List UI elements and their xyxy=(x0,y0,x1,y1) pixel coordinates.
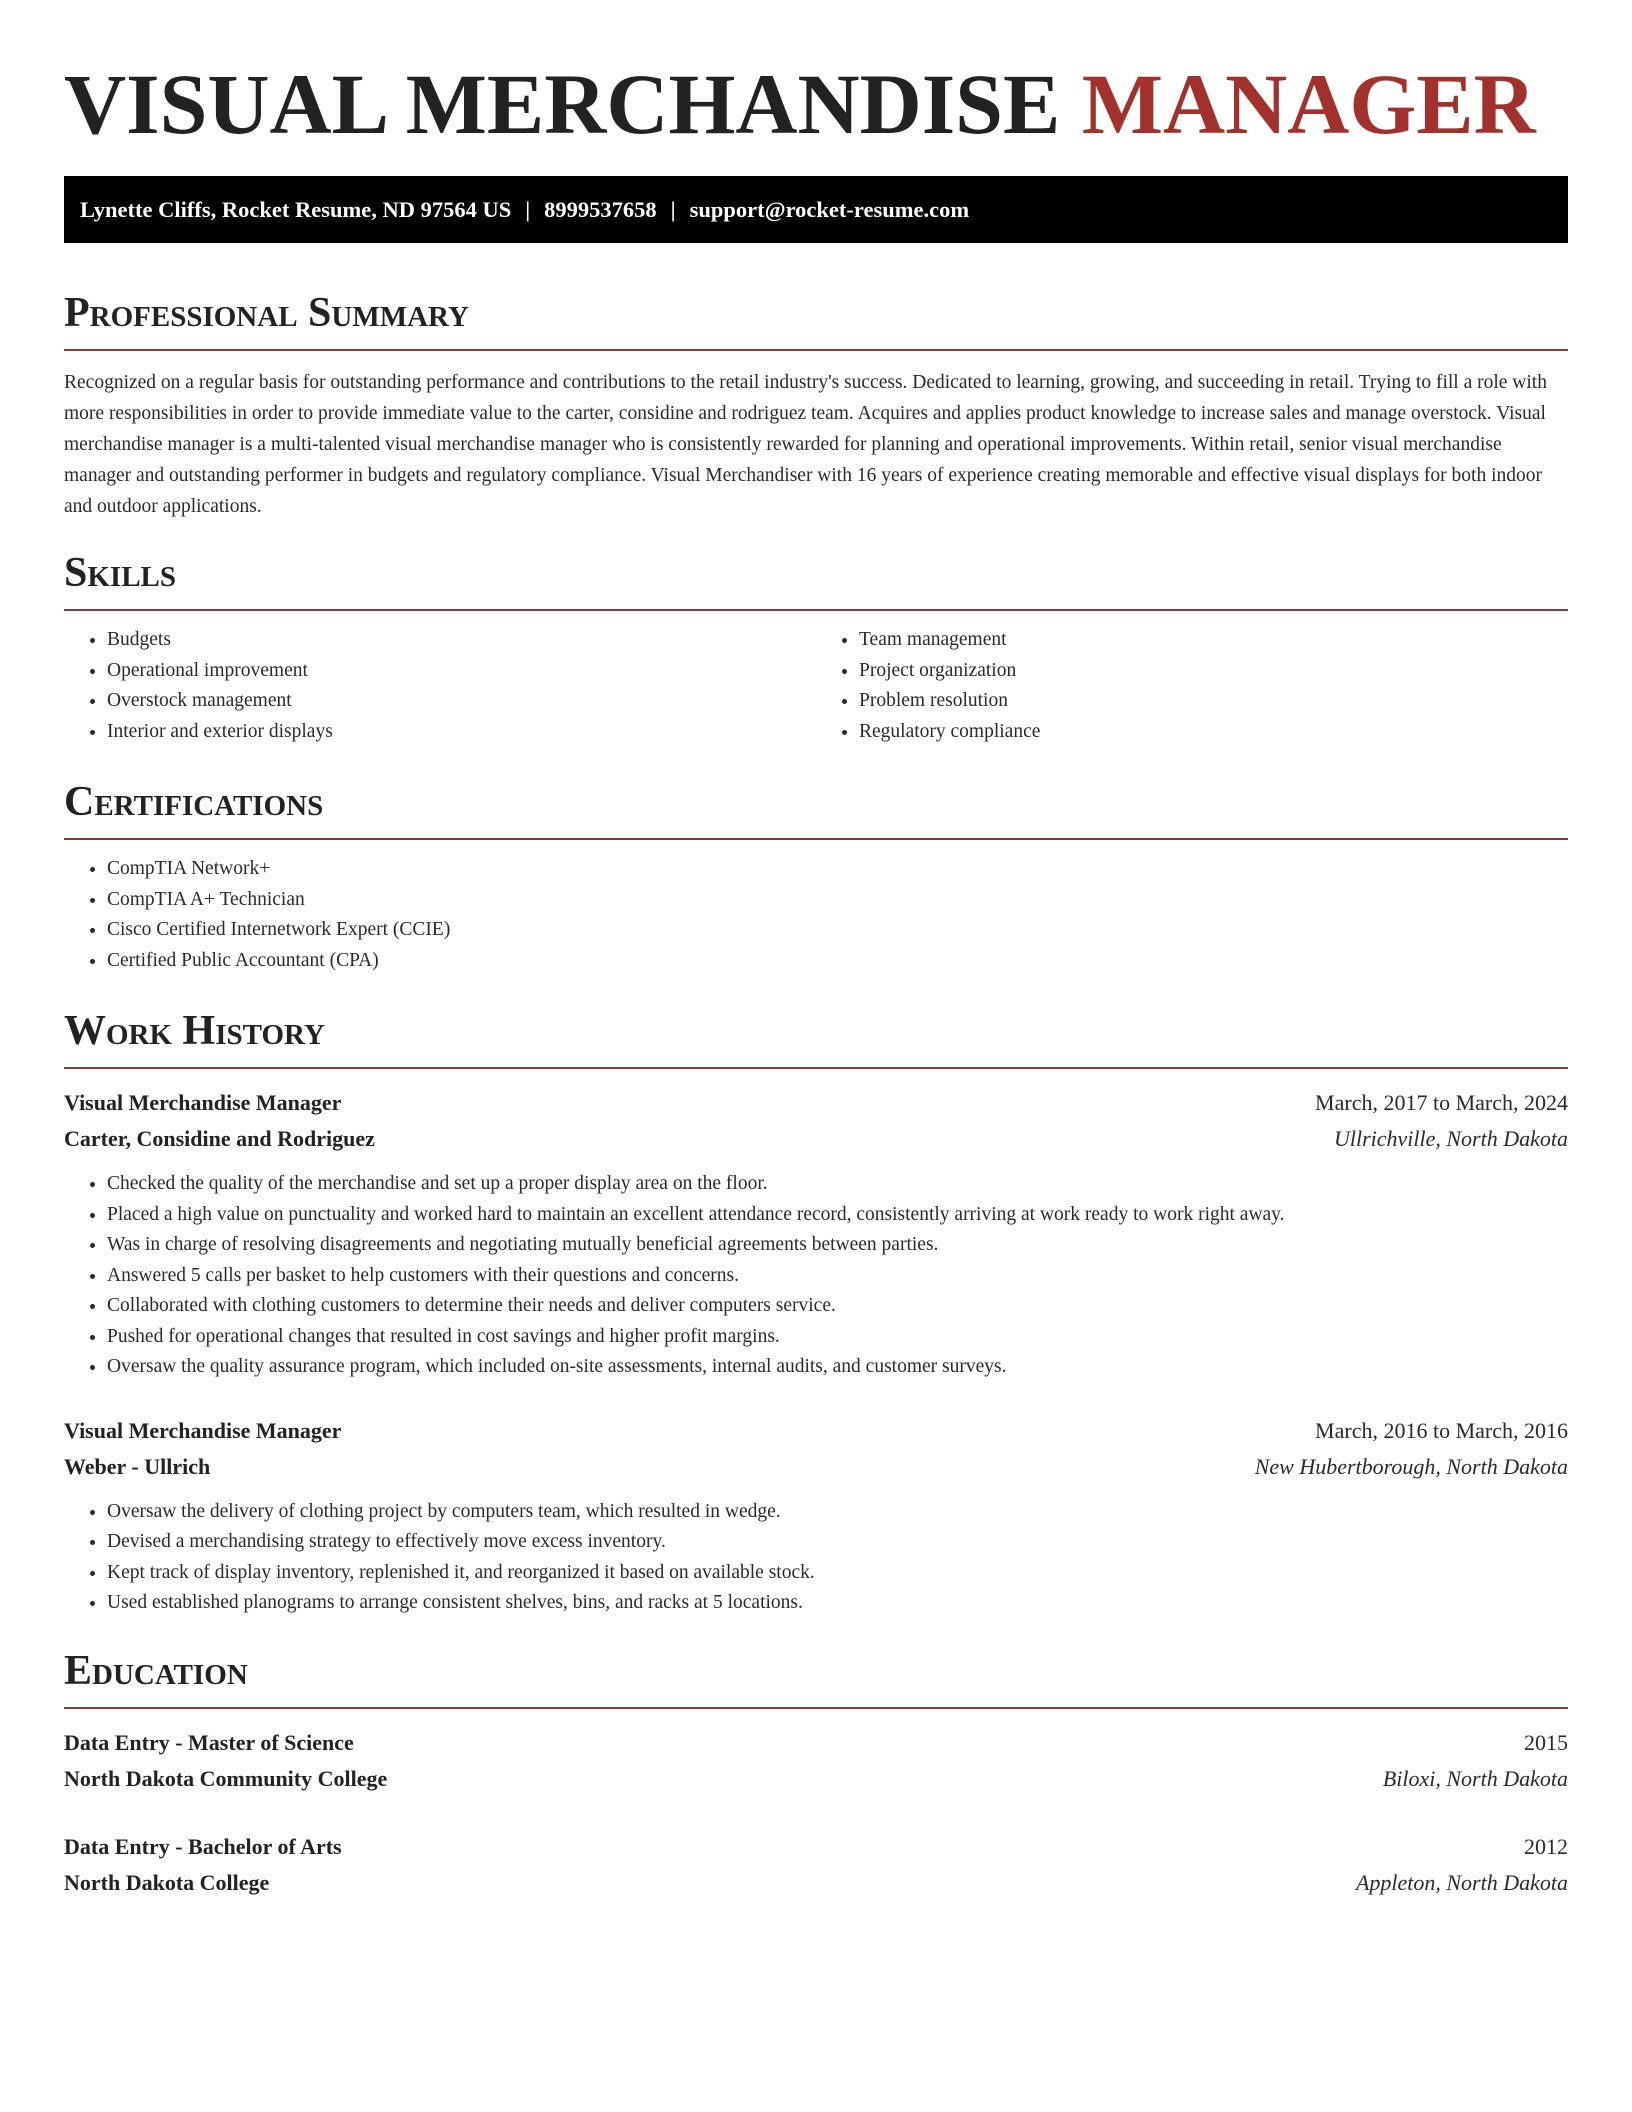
certification-item: • Certified Public Accountant (CPA) xyxy=(107,946,1568,977)
job-header-row xyxy=(64,1085,1568,1121)
job-entry xyxy=(64,1413,1568,1619)
education-school-row xyxy=(64,1761,1568,1797)
contact-phone: 8999537658 xyxy=(544,196,657,222)
contact-address: Lynette Cliffs, Rocket Resume, ND 97564 US xyxy=(80,196,512,222)
job-location: New Hubertborough, North Dakota xyxy=(1254,1453,1568,1479)
section-title-work-history: Work History xyxy=(64,1008,325,1054)
job-role: Visual Merchandise Manager xyxy=(64,1417,342,1443)
section-title-certifications: Certifications xyxy=(64,779,324,825)
contact-separator: | xyxy=(670,196,676,222)
skill-item: • Project organization xyxy=(859,656,1568,687)
skills-list-right xyxy=(816,625,1568,747)
job-bullet: • Used established planograms to arrange consistent shelves, bins, and racks at 5 locations. xyxy=(107,1588,1568,1619)
education-school: North Dakota Community College xyxy=(64,1765,388,1791)
skill-item: • Team management xyxy=(859,625,1568,656)
section-title-skills: Skills xyxy=(64,550,177,596)
section-divider xyxy=(64,349,1568,351)
education-header-row xyxy=(64,1725,1568,1761)
job-company: Weber - Ullrich xyxy=(64,1453,211,1479)
job-location: Ullrichville, North Dakota xyxy=(1333,1126,1568,1151)
contact-bar xyxy=(64,176,1568,243)
section-divider xyxy=(64,838,1568,840)
skill-item: • Overstock management xyxy=(107,686,816,717)
name-main: VISUAL MERCHANDISE xyxy=(64,56,1061,152)
job-dates: March, 2016 to March, 2016 xyxy=(1315,1417,1568,1443)
certification-item: • CompTIA Network+ xyxy=(107,854,1568,885)
education-year: 2015 xyxy=(1524,1729,1568,1755)
job-bullet: • Collaborated with clothing customers to determine their needs and deliver computers service. xyxy=(107,1291,1568,1322)
education-entry xyxy=(64,1829,1568,1901)
education-location: Biloxi, North Dakota xyxy=(1382,1765,1568,1791)
certification-item: • Cisco Certified Internetwork Expert (CCIE) xyxy=(107,915,1568,946)
education-location: Appleton, North Dakota xyxy=(1355,1869,1568,1895)
certification-item: • CompTIA A+ Technician xyxy=(107,885,1568,916)
education-section xyxy=(64,1647,1568,1901)
section-divider xyxy=(64,1707,1568,1709)
job-bullet: • Pushed for operational changes that resulted in cost savings and higher profit margins. xyxy=(107,1322,1568,1353)
education-entry xyxy=(64,1725,1568,1797)
job-company-row xyxy=(64,1121,1568,1157)
education-degree: Data Entry - Bachelor of Arts xyxy=(64,1833,342,1859)
job-bullet: • Checked the quality of the merchandise and set up a proper display area on the floor. xyxy=(107,1169,1568,1200)
skill-item: • Budgets xyxy=(107,625,816,656)
job-bullets xyxy=(64,1169,1568,1383)
work-history-section xyxy=(64,1007,1568,1619)
summary-text: Recognized on a regular basis for outstanding performance and contributions to the retail industry's success. Dedicated to learning, growing, and succeeding in retail. Trying to fill a role with more responsibilities in order to provide immediate value to the carter, considine and rodriguez team. Acquires and applies product knowledge to increase sales and manage overstock. Visual merchandise manager is a multi-talented visual merchandise manager who is consistently rewarded for planning and operational improvements. Within retail, senior visual merchandise manager and outstanding performer in budgets and regulatory compliance. Visual Merchandiser with 16 years of experience creating memorable and effective visual displays for both indoor and outdoor applications. xyxy=(64,372,1547,517)
education-school-row xyxy=(64,1865,1568,1901)
skill-item: • Operational improvement xyxy=(107,656,816,687)
education-year: 2012 xyxy=(1524,1833,1568,1859)
job-bullet: • Oversaw the delivery of clothing project by computers team, which resulted in wedge. xyxy=(107,1497,1568,1528)
job-entry xyxy=(64,1085,1568,1383)
section-title-summary: Professional Summary xyxy=(64,290,469,336)
job-bullet: • Kept track of display inventory, replenished it, and reorganized it based on available stock. xyxy=(107,1558,1568,1589)
job-bullet: • Was in charge of resolving disagreements and negotiating mutually beneficial agreements between parties. xyxy=(107,1230,1568,1261)
skills-section xyxy=(64,549,1568,747)
contact-email: support@rocket-resume.com xyxy=(689,196,970,222)
section-title-education: Education xyxy=(64,1647,248,1694)
education-header-row xyxy=(64,1829,1568,1865)
job-bullet: • Devised a merchandising strategy to effectively move excess inventory. xyxy=(107,1527,1568,1558)
education-degree: Data Entry - Master of Science xyxy=(64,1729,354,1755)
job-bullets xyxy=(64,1497,1568,1619)
job-bullet: • Placed a high value on punctuality and worked hard to maintain an excellent attendance record, consistently arriving at work ready to work right away. xyxy=(107,1200,1568,1231)
resume-name-heading xyxy=(64,58,1568,150)
job-role: Visual Merchandise Manager xyxy=(64,1090,342,1115)
name-accent: MANAGER xyxy=(1081,56,1536,152)
job-bullet: • Answered 5 calls per basket to help customers with their questions and concerns. xyxy=(107,1261,1568,1292)
job-bullet: • Oversaw the quality assurance program, which included on-site assessments, internal audits, and customer surveys. xyxy=(107,1352,1568,1383)
education-school: North Dakota College xyxy=(64,1869,270,1895)
skill-item: • Regulatory compliance xyxy=(859,717,1568,748)
summary-section xyxy=(64,289,1568,522)
skills-grid xyxy=(64,611,1568,747)
skill-item: • Problem resolution xyxy=(859,686,1568,717)
certifications-list xyxy=(64,854,1568,976)
certifications-section xyxy=(64,778,1568,976)
skill-item: • Interior and exterior displays xyxy=(107,717,816,748)
skills-list-left xyxy=(64,625,816,747)
job-company: Carter, Considine and Rodriguez xyxy=(64,1126,375,1151)
job-header-row xyxy=(64,1413,1568,1449)
section-divider xyxy=(64,1067,1568,1069)
job-dates: March, 2017 to March, 2024 xyxy=(1315,1090,1568,1115)
contact-separator: | xyxy=(525,196,531,222)
job-company-row xyxy=(64,1449,1568,1485)
